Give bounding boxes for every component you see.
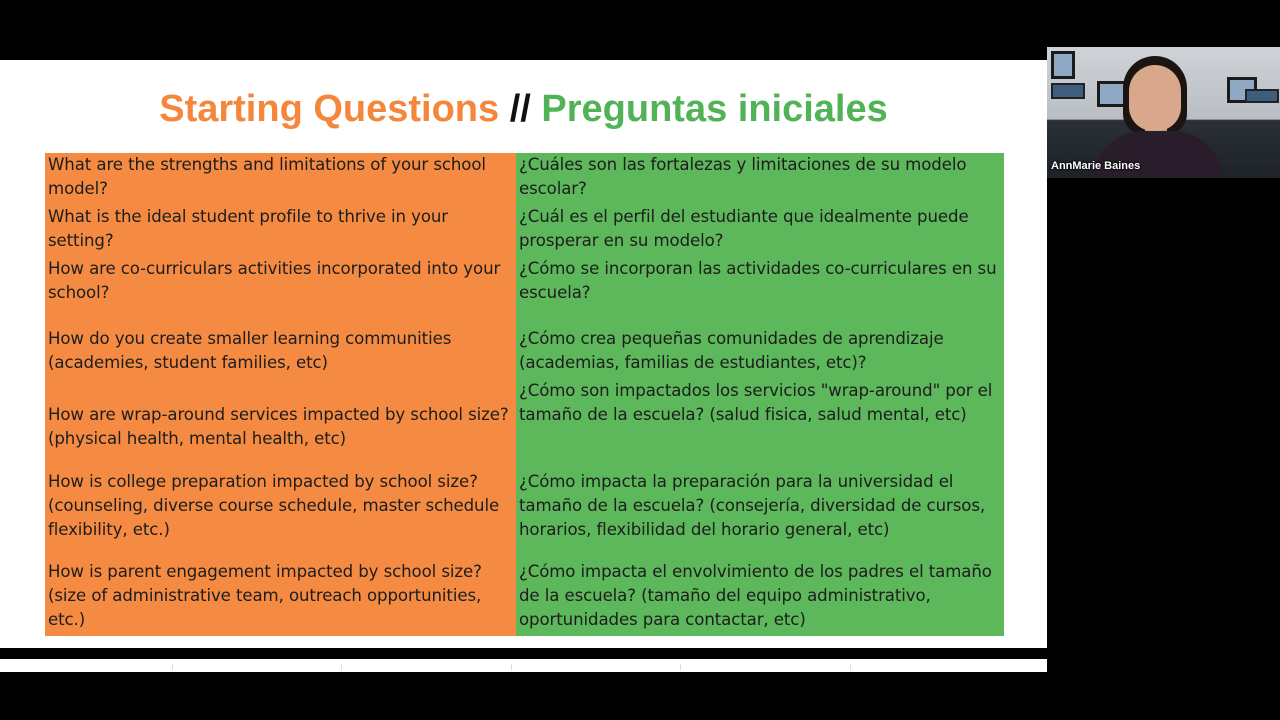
wall-shelf <box>1051 83 1085 99</box>
question-en-6: How is college preparation impacted by school size? (counseling, diverse course schedule, master schedule flexibility, etc.) <box>48 472 500 539</box>
english-questions-column <box>45 153 516 636</box>
question-es-5: ¿Cómo son impactados los servicios "wrap-around" por el tamaño de la escuela? (salud fisica, salud mental, etc) <box>519 381 993 424</box>
question-es-1: ¿Cuáles son las fortalezas y limitaciones de su modelo escolar? <box>519 155 967 198</box>
participant-video-tile[interactable] <box>1047 47 1280 178</box>
slide-thumbnail-strip <box>0 659 1047 672</box>
question-es-2: ¿Cuál es el perfil del estudiante que idealmente puede prosperar en su modelo? <box>519 207 969 250</box>
shared-slide <box>0 60 1047 648</box>
wall-shelf <box>1245 89 1279 103</box>
question-en-5: How are wrap-around services impacted by school size? (physical health, mental health, etc) <box>48 405 509 448</box>
question-es-6: ¿Cómo impacta la preparación para la universidad el tamaño de la escuela? (consejería, diversidad de cursos, horarios, flexibilidad del horario general, etc) <box>519 472 986 539</box>
wall-frame <box>1051 51 1075 79</box>
question-en-4: How do you create smaller learning communities (academies, student families, etc) <box>48 329 452 372</box>
question-en-2: What is the ideal student profile to thrive in your setting? <box>48 207 449 250</box>
question-es-4: ¿Cómo crea pequeñas comunidades de aprendizaje (academias, familias de estudiantes, etc)? <box>519 329 944 372</box>
strip-divider <box>680 664 681 670</box>
question-en-7: How is parent engagement impacted by school size? (size of administrative team, outreach opportunities, etc.) <box>48 562 482 629</box>
question-es-3: ¿Cómo se incorporan las actividades co-curriculares en su escuela? <box>519 259 997 302</box>
title-english: Starting Questions <box>159 88 500 130</box>
spanish-questions-column <box>516 153 1004 636</box>
participant-face <box>1129 65 1181 131</box>
strip-divider <box>341 664 342 670</box>
question-en-1: What are the strengths and limitations of your school model? <box>48 155 486 198</box>
question-en-3: How are co-curriculars activities incorporated into your school? <box>48 259 501 302</box>
title-spanish: Preguntas iniciales <box>541 88 888 130</box>
participant-name-label: AnnMarie Baines <box>1051 160 1141 172</box>
title-separator: // <box>499 88 542 130</box>
strip-divider <box>511 664 512 670</box>
slide-title <box>0 88 1047 131</box>
strip-divider <box>172 664 173 670</box>
questions-table <box>45 153 1004 636</box>
question-es-7: ¿Cómo impacta el envolvimiento de los padres el tamaño de la escuela? (tamaño del equipo administrativo, oportunidades para contactar, etc) <box>519 562 992 629</box>
strip-divider <box>850 664 851 670</box>
